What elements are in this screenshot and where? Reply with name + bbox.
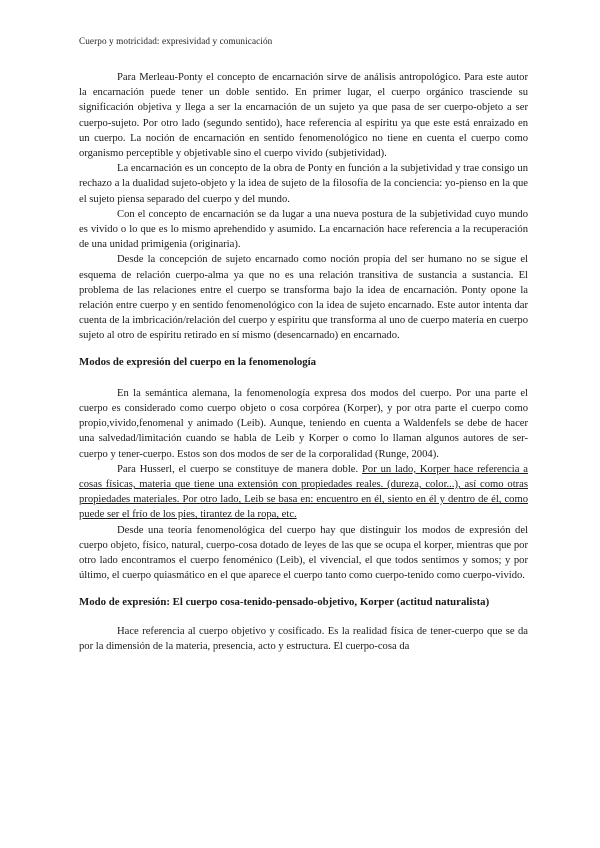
section-heading-cuerpo-cosa: Modo de expresión: El cuerpo cosa-tenido-pensado-objetivo, Korper (actitud naturalista) (79, 595, 490, 608)
paragraph-encarnacion-subjetividad: La encarnación es un concepto de la obra de Ponty en función a la subjetividad y trae consigo un rechazo a la dualidad sujeto-objeto y la idea de sujeto de la filosofía de la conciencia: yo-pienso en la que el sujeto piensa separado del cuerpo y del mundo. (79, 163, 528, 205)
paragraph-encarnacion-intro: Para Merleau-Ponty el concepto de encarnación sirve de análisis antropológico. Para este autor la encarnación puede tener un doble sentido. En primer lugar, el cuerpo orgánico trasciende su significación objetiva y llega a ser la encarnación de un sujeto ya que pasa de ser cuerpo-objeto a ser cuerpo-sujeto. Por otro lado (segundo sentido), hace referencia al espíritu ya que este está enraizado en un cuerpo. La noción de encarnación en sentido fenomenológico no tiene en cuenta el cuerpo como organismo perceptible y objetivable sino el cuerpo vivido (subjetividad). (79, 72, 528, 160)
paragraph-nueva-postura: Con el concepto de encarnación se da lugar a una nueva postura de la subjetividad cuyo mundo es vivido o lo que es lo mismo aprehendido y asumido. La encarnación hace referencia a la recuperación de una unidad primigenia (originaria). (79, 208, 528, 251)
document-body (79, 70, 528, 654)
paragraph-teoria-fenomenologica: Desde una teoría fenomenológica del cuerpo hay que distinguir los modos de expresión del cuerpo objeto, físico, natural, cuerpo-cosa dotado de leyes de las que se ocupa el korper, mientras que por otro lado encontramos el cuerpo fenoménico (Leib), el vivencial, el que todos sentimos y somos; y por último, el cuerpo quiasmático en el que aparece el cuerpo tanto como cuerpo-tenido como cuerpo-vivido. (79, 524, 528, 582)
husserl-intro-text: Para Husserl, el cuerpo se constituye de manera doble. (117, 463, 363, 475)
running-header: Cuerpo y motricidad: expresividad y comunicación (79, 36, 273, 46)
paragraph-husserl (79, 462, 528, 523)
paragraph-semantica-alemana: En la semántica alemana, la fenomenología expresa dos modos del cuerpo. Por una parte el cuerpo es considerado como cuerpo objeto o cosa corpórea (Korper), y por otra parte el cuerpo como propio,vivido,fenomenal y animado (Leib). Aunque, teniendo en cuenta a Waldenfels se debe de hacer una salvedad/limitación cuando se habla de Leib y Korper o como lo llaman algunos autores de ser-cuerpo y tener-cuerpo. Estos son dos modos de ser de la corporalidad (Runge, 2004). (79, 387, 528, 460)
paragraph-cuerpo-objetivo: Hace referencia al cuerpo objetivo y cosificado. Es la realidad física de tener-cuerpo que se da por la dimensión de la materia, presencia, acto y estructura. El cuerpo-cosa da (79, 625, 528, 652)
paragraph-sujeto-encarnado: Desde la concepción de sujeto encarnado como noción propia del ser humano no se sigue el esquema de relación cuerpo-alma ya que no es una relación transitiva de sustancia a sustancia. El problema de las relaciones entre el cuerpo se transforma bajo la idea de encarnación. Ponty opone la relación entre cuerpo y en sentido fenomenológico con la idea de sujeto encarnado. Este autor intenta dar cuenta de la imbricación/relación del cuerpo y espíritu que transforma al uno de cuerpo materia en cuerpo sujeto al otro de espíritu retirado en sí mismo (desencarnado) en encarnado. (79, 254, 528, 342)
section-heading-modos-expresion: Modos de expresión del cuerpo en la fenomenología (79, 355, 317, 368)
husserl-underlined-text: Por un lado, Korper hace referencia a cosas físicas, materia que tiene una extensión con propiedades reales. (dureza, color...), así como otras propiedades materiales. Por otro lado, Leib se basa en: encuentro en él, siento en él y dentro de él, como puede ser el frío de los pies, tirantez de la ropa, etc. (79, 463, 528, 521)
